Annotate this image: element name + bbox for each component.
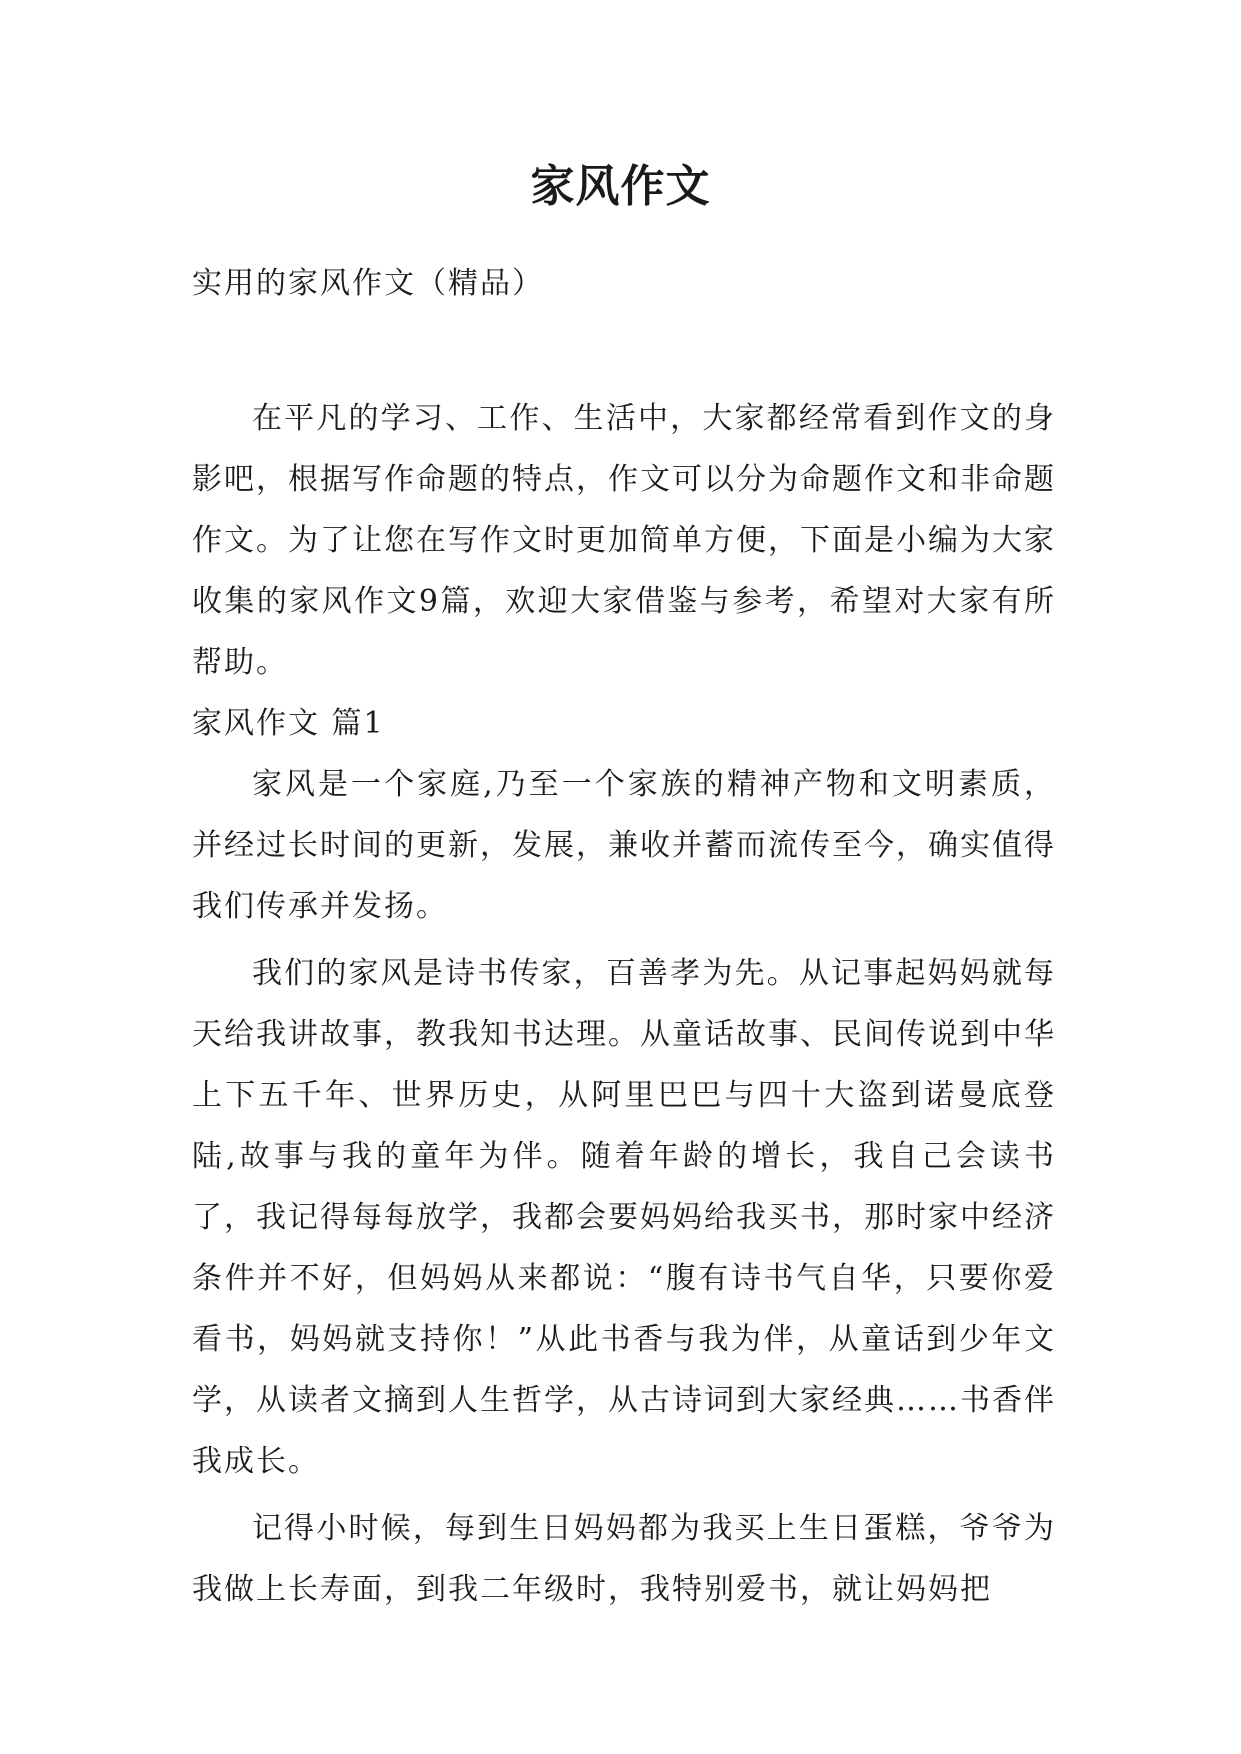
section-heading: 家风作文 篇1 xyxy=(192,706,385,741)
body-paragraph: 记得小时候，每到生日妈妈都为我买上生日蛋糕，爷爷为我做上长寿面，到我二年级时，我特别爱书，就让妈妈把 xyxy=(192,1511,1056,1607)
intro-paragraph: 在平凡的学习、工作、生活中，大家都经常看到作文的身影吧，根据写作命题的特点，作文可以分为命题作文和非命题作文。为了让您在写作文时更加简单方便，下面是小编为大家收集的家风作文9篇，欢迎大家借鉴与参考，希望对大家有所帮助。 xyxy=(192,401,1056,680)
body-paragraph: 我们的家风是诗书传家，百善孝为先。从记事起妈妈就每天给我讲故事，教我知书达理。从童话故事、民间传说到中华上下五千年、世界历史，从阿里巴巴与四十大盗到诺曼底登陆,故事与我的童年为伴。随着年龄的增长，我自己会读书了，我记得每每放学，我都会要妈妈给我买书，那时家中经济条件并不好，但妈妈从来都说：“腹有诗书气自华，只要你爱看书，妈妈就支持你！”从此书香与我为伴，从童话到少年文学，从读者文摘到人生哲学，从古诗词到大家经典……书香伴我成长。 xyxy=(192,956,1056,1479)
body-paragraph: 家风是一个家庭,乃至一个家族的精神产物和文明素质，并经过长时间的更新，发展，兼收并蓄而流传至今，确实值得我们传承并发扬。 xyxy=(192,767,1056,924)
document-title: 家风作文 xyxy=(530,161,711,212)
document-body xyxy=(192,262,1056,1620)
document-subtitle: 实用的家风作文（精品） xyxy=(192,266,544,301)
